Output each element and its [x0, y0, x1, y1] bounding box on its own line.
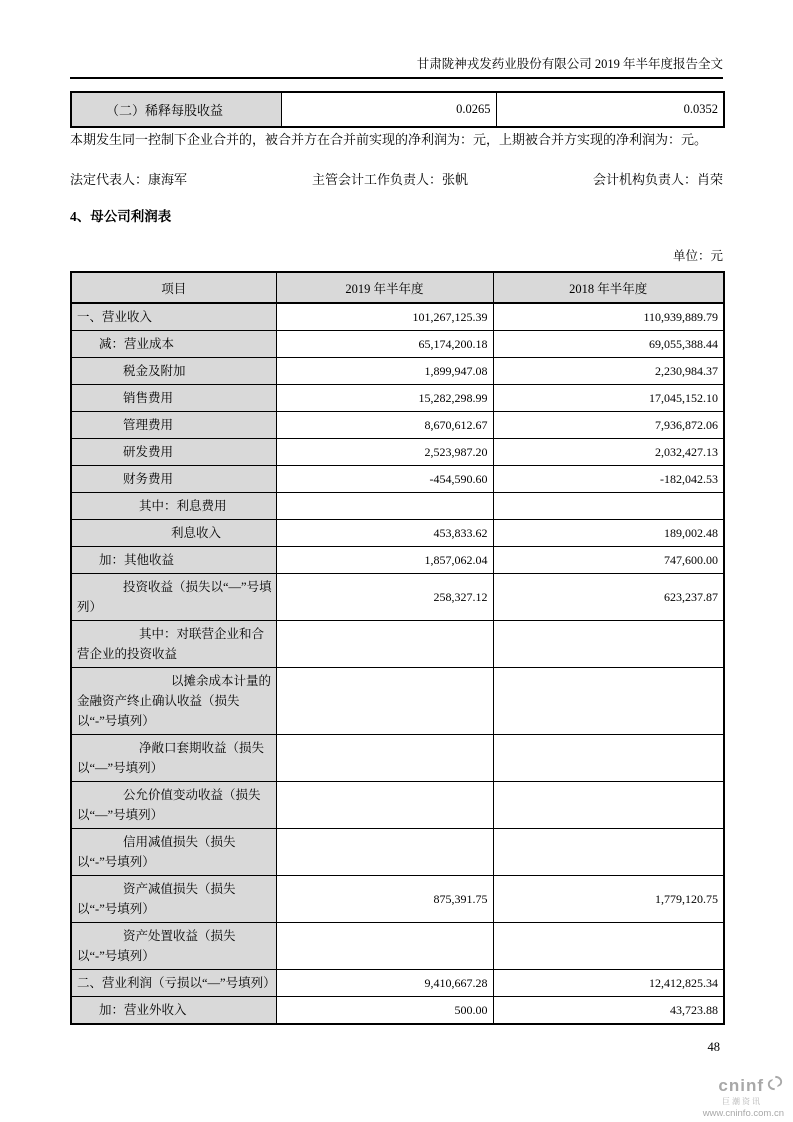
table-row — [71, 547, 724, 574]
row-label-cell: 资产减值损失（损失以“-”号填列） — [71, 876, 276, 923]
row-label-cell: 净敞口套期收益（损失以“—”号填列） — [71, 735, 276, 782]
table-row — [71, 520, 724, 547]
value-2019-cell — [276, 735, 493, 782]
row-label-cell: 研发费用 — [71, 439, 276, 466]
row-label-cell: 加：其他收益 — [71, 547, 276, 574]
row-label-cell: 投资收益（损失以“—”号填列） — [71, 574, 276, 621]
value-2019-cell: 1,899,947.08 — [276, 358, 493, 385]
value-2018-cell — [493, 621, 724, 668]
table-row — [71, 735, 724, 782]
value-2018-cell: -182,042.53 — [493, 466, 724, 493]
value-2018-cell — [493, 735, 724, 782]
value-2019-cell: 9,410,667.28 — [276, 970, 493, 997]
value-2019-cell: -454,590.60 — [276, 466, 493, 493]
cninfo-brand-text: cninf — [718, 1075, 764, 1095]
row-label-cell: 税金及附加 — [71, 358, 276, 385]
value-2019-cell: 0.0265 — [281, 92, 496, 127]
row-label-cell: （二）稀释每股收益 — [71, 92, 281, 127]
value-2019-cell: 500.00 — [276, 997, 493, 1025]
cninfo-url: www.cninfo.com.cn — [702, 1108, 784, 1119]
table-row — [71, 92, 724, 127]
row-label-cell: 二、营业利润（亏损以“—”号填列） — [71, 970, 276, 997]
column-header-2019: 2019 年半年度 — [276, 272, 493, 303]
value-2018-cell: 747,600.00 — [493, 547, 724, 574]
value-2019-cell: 2,523,987.20 — [276, 439, 493, 466]
value-2018-cell: 7,936,872.06 — [493, 412, 724, 439]
table-row — [71, 997, 724, 1025]
row-label-cell: 减：营业成本 — [71, 331, 276, 358]
value-2019-cell: 453,833.62 — [276, 520, 493, 547]
value-2018-cell: 0.0352 — [496, 92, 724, 127]
legal-representative: 法定代表人：康海军 — [70, 172, 188, 187]
row-label-cell: 管理费用 — [71, 412, 276, 439]
value-2018-cell — [493, 782, 724, 829]
value-2019-cell: 1,857,062.04 — [276, 547, 493, 574]
row-label-cell: 资产处置收益（损失以“-”号填列） — [71, 923, 276, 970]
value-2018-cell: 69,055,388.44 — [493, 331, 724, 358]
value-2018-cell: 2,032,427.13 — [493, 439, 724, 466]
value-2018-cell — [493, 493, 724, 520]
row-label-cell: 公允价值变动收益（损失以“—”号填列） — [71, 782, 276, 829]
table-row — [71, 782, 724, 829]
value-2019-cell: 258,327.12 — [276, 574, 493, 621]
chief-accountant: 主管会计工作负责人：张帆 — [311, 172, 468, 187]
eps-table-body — [71, 92, 724, 127]
value-2019-cell: 875,391.75 — [276, 876, 493, 923]
signatories-row — [70, 169, 723, 188]
value-2019-cell — [276, 493, 493, 520]
page-number: 48 — [707, 1040, 720, 1054]
value-2018-cell: 1,779,120.75 — [493, 876, 724, 923]
value-2018-cell: 2,230,984.37 — [493, 358, 724, 385]
table-row — [71, 493, 724, 520]
document-header-title: 甘肃陇神戎发药业股份有限公司 2019 年半年度报告全文 — [416, 57, 723, 71]
row-label-cell: 以摊余成本计量的金融资产终止确认收益（损失以“-”号填列） — [71, 668, 276, 735]
value-2019-cell — [276, 923, 493, 970]
table-row — [71, 303, 724, 331]
value-2019-cell: 65,174,200.18 — [276, 331, 493, 358]
cninfo-chinese-name: 巨潮资讯 — [722, 1097, 762, 1106]
value-2018-cell — [493, 829, 724, 876]
table-row — [71, 439, 724, 466]
value-2018-cell: 110,939,889.79 — [493, 303, 724, 331]
income-table-body — [71, 303, 724, 1024]
table-row — [71, 829, 724, 876]
value-2019-cell: 101,267,125.39 — [276, 303, 493, 331]
table-row — [71, 621, 724, 668]
value-2019-cell — [276, 621, 493, 668]
section-title: 4、母公司利润表 — [70, 209, 172, 224]
table-row — [71, 358, 724, 385]
accounting-head: 会计机构负责人：肖荣 — [592, 172, 723, 187]
table-row — [71, 412, 724, 439]
header-divider — [70, 77, 723, 79]
value-2018-cell: 43,723.88 — [493, 997, 724, 1025]
table-row — [71, 970, 724, 997]
table-header-row — [71, 272, 724, 303]
value-2019-cell: 8,670,612.67 — [276, 412, 493, 439]
table-row — [71, 668, 724, 735]
table-row — [71, 574, 724, 621]
value-2018-cell — [493, 668, 724, 735]
column-header-item: 项目 — [71, 272, 276, 303]
value-2019-cell — [276, 829, 493, 876]
row-label-cell: 其中：对联营企业和合营企业的投资收益 — [71, 621, 276, 668]
table-row — [71, 331, 724, 358]
diluted-eps-table — [70, 91, 725, 128]
row-label-cell: 其中：利息费用 — [71, 493, 276, 520]
row-label-cell: 加：营业外收入 — [71, 997, 276, 1025]
value-2019-cell — [276, 782, 493, 829]
merger-note-text: 本期发生同一控制下企业合并的，被合并方在合并前实现的净利润为：元，上期被合并方实现的净利润为：元。 — [70, 132, 708, 147]
table-row — [71, 385, 724, 412]
unit-label: 单位：元 — [672, 249, 723, 263]
column-header-2018: 2018 年半年度 — [493, 272, 724, 303]
value-2018-cell: 189,002.48 — [493, 520, 724, 547]
row-label-cell: 财务费用 — [71, 466, 276, 493]
row-label-cell: 信用减值损失（损失以“-”号填列） — [71, 829, 276, 876]
cninfo-logo — [703, 1074, 784, 1119]
row-label-cell: 一、营业收入 — [71, 303, 276, 331]
value-2018-cell — [493, 923, 724, 970]
cninfo-swirl-icon — [766, 1074, 784, 1096]
parent-company-income-table — [70, 271, 725, 1025]
row-label-cell: 利息收入 — [71, 520, 276, 547]
table-row — [71, 876, 724, 923]
value-2019-cell — [276, 668, 493, 735]
value-2018-cell: 12,412,825.34 — [493, 970, 724, 997]
value-2018-cell: 17,045,152.10 — [493, 385, 724, 412]
table-row — [71, 923, 724, 970]
value-2018-cell: 623,237.87 — [493, 574, 724, 621]
table-row — [71, 466, 724, 493]
value-2019-cell: 15,282,298.99 — [276, 385, 493, 412]
row-label-cell: 销售费用 — [71, 385, 276, 412]
